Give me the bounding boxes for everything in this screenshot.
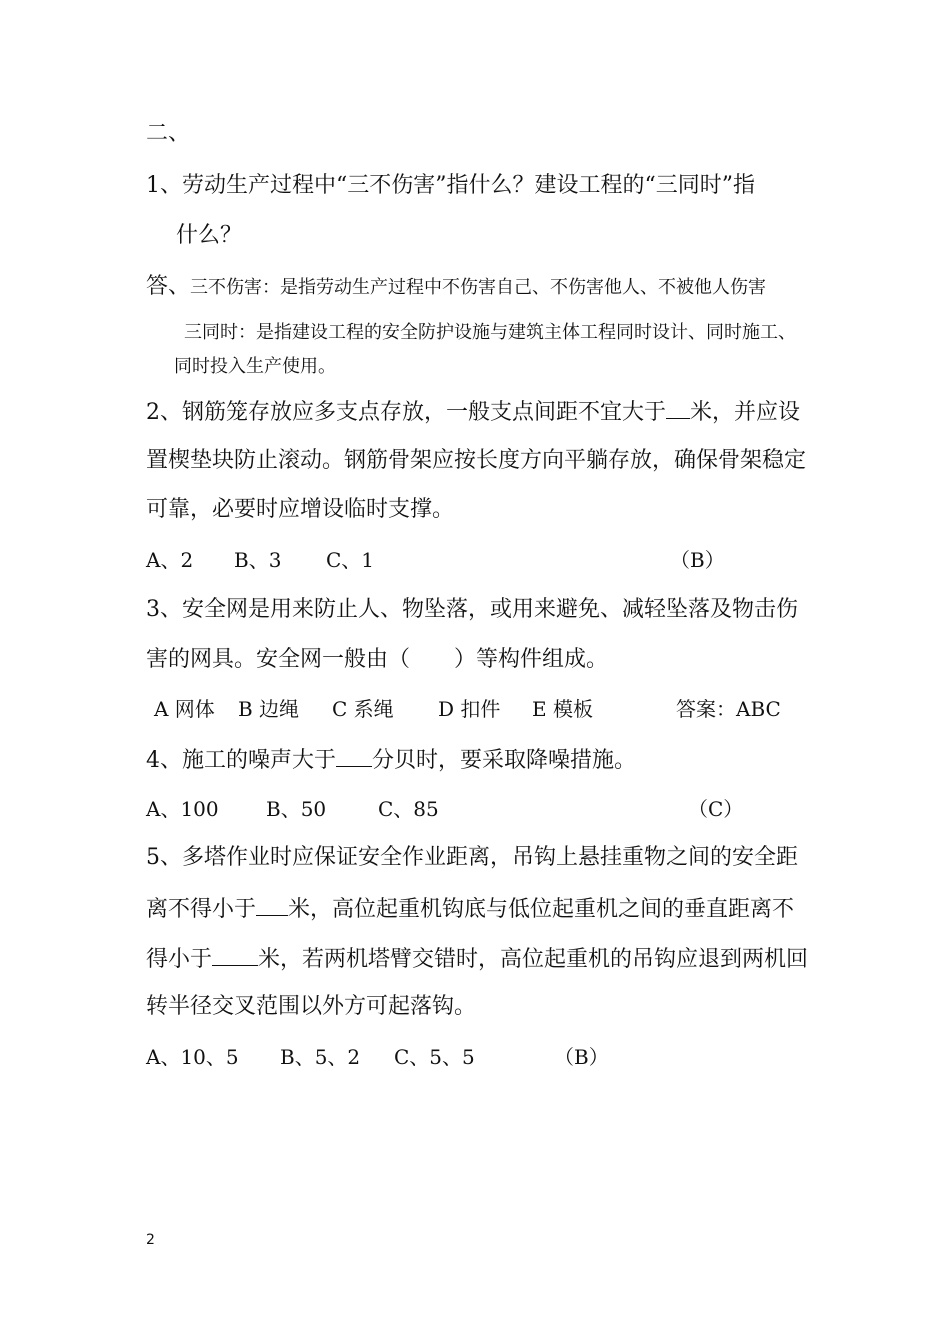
q4-option-c: C、85 [378,797,439,821]
q5-line3-part1: 得小于 [146,947,213,972]
q4-line1-part1: 4、施工的噪声大于 [146,748,336,773]
q5-text-line3 [146,943,808,975]
q5-option-c: C、5、5 [394,1045,475,1069]
q4-option-b: B、50 [266,797,327,821]
q2-answer: （B） [670,548,725,572]
q2-blank [666,396,690,419]
q3-option-b: B 边绳 [238,697,300,721]
q5-line2-part2: 米，高位起重机钩底与低位起重机之间的垂直距离不 [288,897,795,922]
q3-text-line1: 3、安全网是用来防止人、物坠落，或用来避免、减轻坠落及物击伤 [146,597,798,622]
q5-line3-part2: 米，若两机塔臂交错时，高位起重机的吊钩应退到两机回 [258,947,809,972]
q2-text-line2: 置楔垫块防止滚动。钢筋骨架应按长度方向平躺存放，确保骨架稳定 [146,448,807,473]
q5-blank-2 [212,943,258,966]
q1-text-line1: 1、劳动生产过程中“三不伤害”指什么？建设工程的“三同时”指 [146,173,755,198]
q5-option-a: A、10、5 [146,1045,239,1069]
q1-answer-prefix: 答、 [146,274,191,299]
q5-line2-part1: 离不得小于 [146,897,257,922]
q4-option-a: A、100 [146,797,219,821]
q1-answer-line1 [146,272,766,303]
q4-answer: （C） [688,797,744,821]
q1-answer-line3: 同时投入生产使用。 [174,356,336,377]
q2-line1-part2: 米，并应设 [690,400,801,425]
q3-option-c: C 系绳 [332,697,394,721]
q5-text-line4: 转半径交叉范围以外方可起落钩。 [146,994,477,1019]
q2-text-line1 [146,396,800,428]
q2-option-c: C、1 [326,548,375,572]
q3-answer: 答案：ABC [676,697,781,721]
section-heading: 二、 [146,121,191,146]
q3-option-e: E 模板 [532,697,593,721]
q3-option-a: A 网体 [154,697,215,721]
q2-option-a: A、2 [146,548,194,572]
q5-answer: （B） [554,1045,609,1069]
q4-line1-part2: 分贝时，要采取降噪措施。 [372,748,637,773]
q2-line1-part1: 2、钢筋笼存放应多支点存放，一般支点间距不宜大于 [146,400,666,425]
q1-answer-three-no-harm: 三不伤害：是指劳动生产过程中不伤害自己、不伤害他人、不被他人伤害 [190,277,767,298]
q5-blank-1 [256,893,288,916]
q5-text-line1: 5、多塔作业时应保证安全作业距离，吊钩上悬挂重物之间的安全距 [146,845,798,870]
q2-text-line3: 可靠，必要时应增设临时支撑。 [146,497,455,522]
page-number: 2 [146,1232,155,1248]
q3-text-line2: 害的网具。安全网一般由（ ）等构件组成。 [146,647,609,672]
q4-text-line1 [146,744,636,776]
q2-option-b: B、3 [234,548,282,572]
q4-blank [336,744,372,767]
q1-text-line2: 什么？ [176,223,243,248]
q1-answer-line2: 三同时：是指建设工程的安全防护设施与建筑主体工程同时设计、同时施工、 [184,322,796,343]
q5-option-b: B、5、2 [280,1045,361,1069]
q3-option-d: D 扣件 [438,697,501,721]
q5-text-line2 [146,893,794,925]
